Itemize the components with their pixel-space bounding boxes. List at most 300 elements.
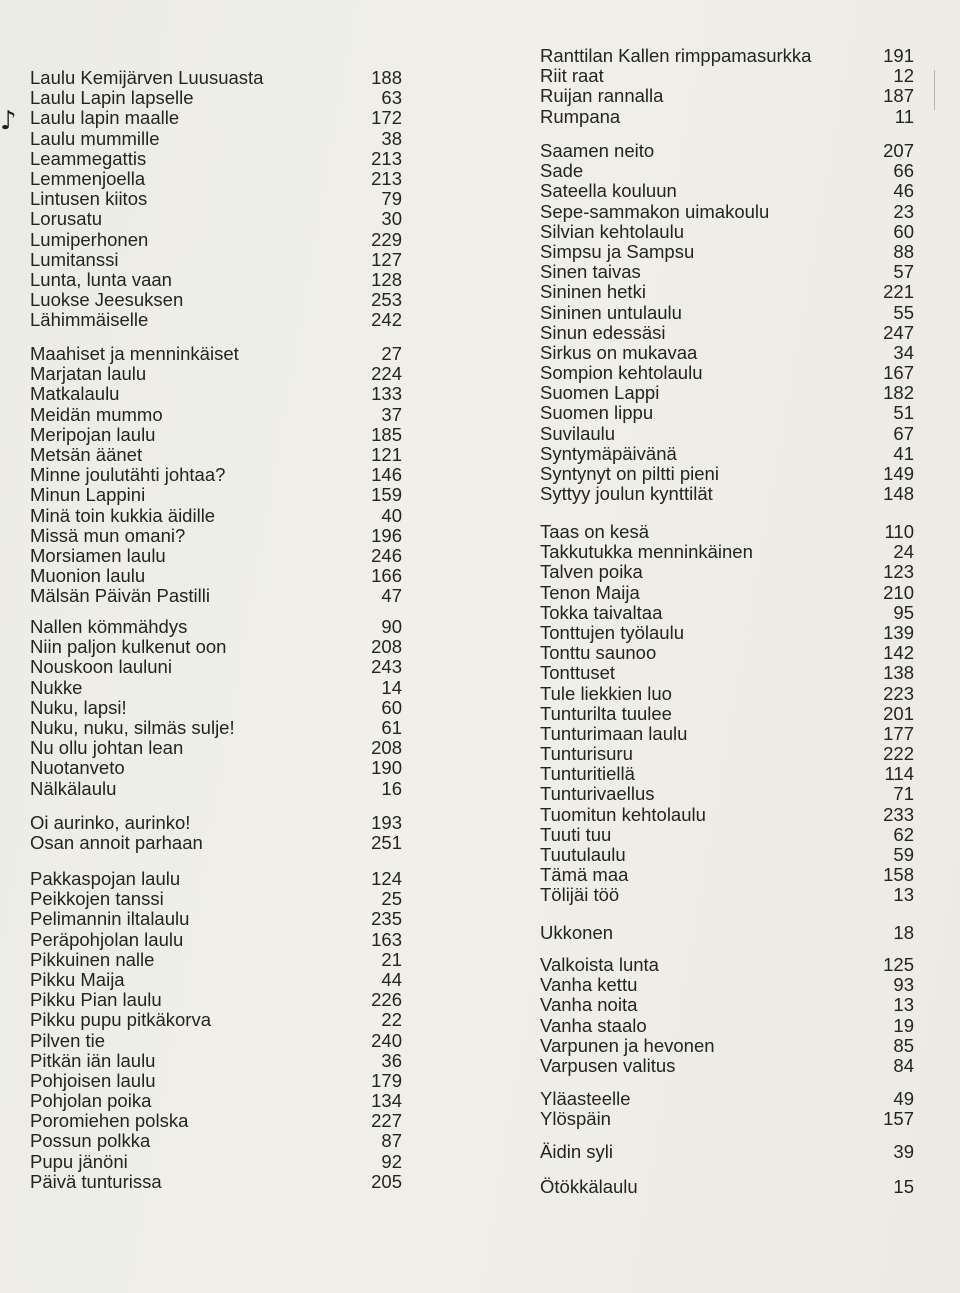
entry-title: Sirkus on mukavaa: [540, 341, 698, 363]
entry-title: Rumpana: [540, 105, 621, 127]
entry-title: Matkalaulu: [30, 383, 120, 405]
entry-title: Tunturimaan laulu: [540, 722, 688, 744]
entry-title: Nuku, nuku, silmäs sulje!: [30, 716, 235, 738]
entry-page-number: 71: [893, 783, 914, 805]
index-entry: [540, 684, 920, 704]
index-entry: [30, 1152, 410, 1172]
index-entry: [30, 637, 410, 657]
entry-title: Vanha kettu: [540, 974, 638, 996]
entry-page-number: 229: [371, 228, 402, 250]
entry-title: Nukke: [30, 676, 83, 698]
entry-page-number: 114: [884, 763, 914, 785]
index-entry: [540, 955, 920, 975]
index-entry: [540, 1036, 920, 1056]
index-entry: [30, 1010, 410, 1030]
entry-page-number: 242: [371, 309, 402, 331]
entry-page-number: 190: [371, 757, 402, 779]
entry-page-number: 14: [381, 676, 402, 698]
entry-title: Nuku, lapsi!: [30, 696, 127, 718]
index-group-right-1: [540, 141, 920, 504]
entry-page-number: 210: [883, 581, 914, 603]
entry-page-number: 66: [893, 160, 914, 182]
entry-page-number: 127: [371, 248, 402, 270]
index-group-left-2: [30, 617, 410, 799]
index-entry: [30, 445, 410, 465]
entry-title: Nouskoon lauluni: [30, 656, 172, 678]
entry-title: Pupu jänöni: [30, 1150, 128, 1172]
entry-title: Tämä maa: [540, 864, 629, 886]
index-entry: [540, 623, 920, 643]
entry-page-number: 213: [371, 147, 402, 169]
entry-page-number: 88: [893, 240, 914, 262]
entry-title: Silvian kehtolaulu: [540, 220, 684, 242]
index-entry: [30, 384, 410, 404]
index-entry: [30, 1111, 410, 1131]
index-entry: [30, 546, 410, 566]
entry-page-number: 46: [893, 180, 914, 202]
entry-title: Lunta, lunta vaan: [30, 268, 172, 290]
entry-title: Pitkän iän laulu: [30, 1049, 156, 1071]
index-entry: [540, 522, 920, 542]
index-entry: [540, 1177, 920, 1197]
index-group-right-6: [540, 1142, 920, 1162]
index-entry: [540, 1016, 920, 1036]
entry-title: Tenon Maija: [540, 581, 640, 603]
index-entry: [30, 506, 410, 526]
entry-page-number: 47: [381, 585, 402, 607]
entry-page-number: 179: [371, 1069, 402, 1091]
index-entry: [30, 526, 410, 546]
index-entry: [30, 1091, 410, 1111]
entry-title: Simpsu ja Sampsu: [540, 240, 695, 262]
entry-page-number: 208: [371, 636, 402, 658]
entry-title: Takkutukka menninkäinen: [540, 541, 753, 563]
entry-title: Sinun edessäsi: [540, 321, 666, 343]
entry-title: Tokka taivaltaa: [540, 601, 663, 623]
entry-page-number: 208: [371, 737, 402, 759]
index-entry: [540, 161, 920, 181]
index-entry: [540, 363, 920, 383]
entry-title: Peikkojen tanssi: [30, 888, 164, 910]
entry-page-number: 21: [381, 948, 402, 970]
entry-title: Päivä tunturissa: [30, 1170, 162, 1192]
entry-title: Meripojan laulu: [30, 423, 156, 445]
index-entry: [30, 869, 410, 889]
index-entry: [540, 383, 920, 403]
entry-title: Vanha staalo: [540, 1014, 647, 1036]
entry-page-number: 123: [883, 561, 914, 583]
entry-page-number: 13: [893, 884, 914, 906]
index-entry: [540, 805, 920, 825]
entry-title: Tunturisuru: [540, 743, 633, 765]
index-entry: [540, 923, 920, 943]
entry-page-number: 148: [883, 483, 914, 505]
entry-title: Laulu Kemijärven Luusuasta: [30, 67, 264, 88]
entry-page-number: 40: [381, 504, 402, 526]
entry-title: Syntymäpäivänä: [540, 442, 677, 464]
index-entry: [30, 779, 410, 799]
entry-page-number: 15: [893, 1176, 914, 1197]
entry-title: Pikku Pian laulu: [30, 989, 162, 1011]
entry-title: Minne joulutähti johtaa?: [30, 464, 226, 486]
index-group-left-1: [30, 344, 410, 606]
entry-page-number: 110: [884, 521, 914, 542]
index-entry: [30, 930, 410, 950]
entry-page-number: 227: [371, 1110, 402, 1132]
index-entry: [540, 323, 920, 343]
index-entry: [30, 566, 410, 586]
entry-page-number: 167: [883, 362, 914, 384]
index-entry: [540, 262, 920, 282]
index-entry: [540, 424, 920, 444]
entry-page-number: 163: [371, 928, 402, 950]
index-entry: [540, 202, 920, 222]
index-entry: [30, 813, 410, 833]
entry-title: Nälkälaulu: [30, 777, 117, 799]
index-entry: [30, 425, 410, 445]
index-entry: [540, 764, 920, 784]
index-entry: [30, 678, 410, 698]
entry-page-number: 240: [371, 1029, 402, 1051]
entry-page-number: 157: [883, 1108, 914, 1130]
entry-page-number: 224: [371, 363, 402, 385]
entry-page-number: 63: [381, 87, 402, 109]
entry-title: Tonttu saunoo: [540, 642, 657, 664]
entry-page-number: 247: [883, 321, 914, 343]
entry-page-number: 201: [883, 702, 914, 724]
index-entry: [30, 950, 410, 970]
index-entry: [540, 825, 920, 845]
index-group-right-2: [540, 522, 920, 906]
index-entry: [30, 909, 410, 929]
entry-page-number: 30: [381, 208, 402, 230]
index-entry: [540, 343, 920, 363]
entry-title: Syntynyt on piltti pieni: [540, 463, 719, 484]
entry-title: Missä mun omani?: [30, 524, 186, 546]
index-entry: [30, 129, 410, 149]
entry-page-number: 166: [371, 565, 402, 587]
index-entry: [30, 758, 410, 778]
index-entry: [30, 833, 410, 853]
entry-title: Sininen hetki: [540, 281, 646, 303]
entry-title: Pikkuinen nalle: [30, 948, 155, 970]
index-group-left-0: [30, 68, 410, 330]
index-entry: [540, 975, 920, 995]
entry-title: Tonttujen työlaulu: [540, 621, 684, 643]
entry-page-number: 182: [883, 382, 914, 404]
index-entry: [540, 995, 920, 1015]
entry-page-number: 11: [894, 105, 914, 127]
index-entry: [540, 181, 920, 201]
entry-page-number: 41: [893, 442, 914, 464]
entry-page-number: 27: [381, 343, 402, 364]
index-entry: [30, 364, 410, 384]
entry-title: Minun Lappini: [30, 484, 146, 506]
entry-page-number: 59: [893, 844, 914, 865]
index-entry: [540, 724, 920, 744]
index-entry: [30, 189, 410, 209]
entry-page-number: 213: [371, 167, 402, 189]
entry-page-number: 142: [883, 642, 914, 664]
index-entry: [30, 586, 410, 606]
entry-page-number: 93: [893, 974, 914, 996]
entry-title: Lintusen kiitos: [30, 188, 148, 210]
entry-title: Leammegattis: [30, 147, 147, 169]
index-entry: [540, 107, 920, 127]
index-entry: [30, 169, 410, 189]
entry-title: Meidän mummo: [30, 403, 163, 425]
entry-page-number: 34: [893, 341, 914, 363]
index-entry: [30, 698, 410, 718]
entry-title: Niin paljon kulkenut oon: [30, 636, 227, 658]
entry-title: Nallen kömmähdys: [30, 616, 188, 637]
index-entry: [540, 403, 920, 423]
entry-title: Lemmenjoella: [30, 167, 146, 189]
entry-title: Saamen neito: [540, 140, 655, 161]
index-entry: [30, 990, 410, 1010]
entry-title: Sade: [540, 160, 584, 182]
entry-page-number: 125: [883, 954, 914, 975]
entry-title: Nuotanveto: [30, 757, 125, 779]
entry-title: Ruijan rannalla: [540, 85, 664, 107]
entry-page-number: 44: [381, 968, 402, 990]
index-entry: [540, 46, 920, 66]
index-entry: [540, 141, 920, 161]
entry-page-number: 146: [371, 464, 402, 486]
entry-title: Suvilaulu: [540, 422, 616, 444]
entry-title: Sinen taivas: [540, 261, 641, 283]
entry-title: Syttyy joulun kynttilät: [540, 483, 713, 505]
entry-page-number: 12: [893, 65, 914, 87]
index-entry: [30, 718, 410, 738]
entry-title: Metsän äänet: [30, 443, 143, 465]
index-entry: [540, 1089, 920, 1109]
index-entry: [540, 66, 920, 86]
index-entry: [30, 209, 410, 229]
index-entry: [30, 738, 410, 758]
index-entry: [540, 583, 920, 603]
entry-page-number: 57: [893, 261, 914, 283]
entry-title: Varpunen ja hevonen: [540, 1034, 715, 1056]
entry-title: Vanha noita: [540, 994, 638, 1016]
entry-title: Tonttuset: [540, 662, 616, 684]
entry-title: Valkoista lunta: [540, 954, 659, 975]
entry-title: Riit raat: [540, 65, 604, 87]
entry-title: Peräpohjolan laulu: [30, 928, 184, 950]
index-entry: [540, 444, 920, 464]
entry-page-number: 159: [371, 484, 402, 506]
entry-title: Possun polkka: [30, 1130, 151, 1152]
entry-page-number: 158: [883, 864, 914, 886]
entry-page-number: 55: [893, 301, 914, 323]
entry-page-number: 133: [371, 383, 402, 405]
entry-page-number: 23: [893, 200, 914, 222]
entry-title: Muonion laulu: [30, 565, 146, 587]
entry-page-number: 253: [371, 289, 402, 311]
index-entry: [30, 657, 410, 677]
entry-title: Tunturilta tuulee: [540, 702, 672, 724]
entry-title: Taas on kesä: [540, 521, 650, 542]
entry-page-number: 25: [381, 888, 402, 910]
index-entry: [30, 1172, 410, 1192]
entry-title: Laulu mummille: [30, 127, 160, 149]
entry-page-number: 191: [883, 45, 914, 66]
entry-page-number: 60: [893, 220, 914, 242]
index-entry: [30, 270, 410, 290]
index-entry: [540, 704, 920, 724]
entry-title: Osan annoit parhaan: [30, 832, 203, 854]
entry-title: Äidin syli: [540, 1141, 613, 1162]
entry-title: Sininen untulaulu: [540, 301, 682, 323]
entry-page-number: 177: [883, 722, 914, 744]
index-entry: [540, 464, 920, 484]
entry-page-number: 121: [371, 443, 402, 465]
entry-title: Tuuti tuu: [540, 823, 612, 845]
entry-title: Marjatan laulu: [30, 363, 147, 385]
entry-page-number: 172: [371, 107, 402, 129]
entry-title: Tule liekkien luo: [540, 682, 672, 704]
entry-title: Sepe-sammakon uimakoulu: [540, 200, 770, 222]
entry-page-number: 139: [883, 621, 914, 643]
entry-title: Tuomitun kehtolaulu: [540, 803, 706, 825]
entry-page-number: 207: [883, 140, 914, 161]
entry-page-number: 79: [381, 188, 402, 210]
entry-title: Poromiehen polska: [30, 1110, 189, 1132]
entry-page-number: 251: [371, 832, 402, 854]
index-entry: [30, 88, 410, 108]
entry-title: Talven poika: [540, 561, 643, 583]
index-group-right-4: [540, 955, 920, 1076]
entry-page-number: 61: [381, 716, 402, 738]
index-group-left-4: [30, 869, 410, 1192]
index-group-right-7: [540, 1177, 920, 1197]
index-group-right-5: [540, 1089, 920, 1129]
entry-title: Pelimannin iltalaulu: [30, 908, 190, 930]
entry-title: Lumitanssi: [30, 248, 119, 270]
entry-page-number: 67: [893, 422, 914, 444]
index-entry: [540, 784, 920, 804]
entry-title: Yläasteelle: [540, 1088, 631, 1109]
index-entry: [30, 1131, 410, 1151]
index-group-left-3: [30, 813, 410, 853]
index-entry: [30, 405, 410, 425]
entry-page-number: 196: [371, 524, 402, 546]
entry-title: Oi aurinko, aurinko!: [30, 812, 191, 833]
entry-page-number: 128: [371, 268, 402, 290]
entry-page-number: 36: [381, 1049, 402, 1071]
index-entry: [30, 290, 410, 310]
entry-title: Minä toin kukkia äidille: [30, 504, 216, 526]
entry-page-number: 19: [893, 1014, 914, 1036]
entry-page-number: 222: [883, 743, 914, 765]
entry-title: Pakkaspojan laulu: [30, 868, 181, 889]
entry-title: Morsiamen laulu: [30, 544, 166, 566]
entry-page-number: 134: [371, 1090, 402, 1112]
index-entry: [30, 344, 410, 364]
entry-page-number: 38: [381, 127, 402, 149]
entry-title: Pikku Maija: [30, 968, 125, 990]
entry-page-number: 13: [893, 994, 914, 1016]
entry-page-number: 188: [371, 67, 402, 88]
entry-page-number: 60: [381, 696, 402, 718]
index-entry: [30, 68, 410, 88]
index-entry: [30, 617, 410, 637]
entry-page-number: 37: [381, 403, 402, 425]
index-entry: [540, 222, 920, 242]
entry-page-number: 124: [371, 868, 402, 889]
index-group-right-3: [540, 923, 920, 943]
entry-page-number: 16: [381, 777, 402, 799]
entry-page-number: 85: [893, 1034, 914, 1056]
index-entry: [540, 1142, 920, 1162]
index-entry: [30, 1071, 410, 1091]
entry-title: Pikku pupu pitkäkorva: [30, 1009, 211, 1031]
entry-title: Ranttilan Kallen rimppamasurkka: [540, 45, 812, 66]
entry-title: Sompion kehtolaulu: [540, 362, 703, 384]
entry-page-number: 84: [893, 1054, 914, 1076]
index-entry: [30, 485, 410, 505]
entry-page-number: 235: [371, 908, 402, 930]
index-entry: [540, 845, 920, 865]
page-edge-shadow: [934, 70, 938, 110]
entry-page-number: 87: [381, 1130, 402, 1152]
entry-page-number: 24: [893, 541, 914, 563]
index-entry: [540, 242, 920, 262]
index-entry: [30, 230, 410, 250]
index-entry: [30, 465, 410, 485]
entry-page-number: 90: [381, 616, 402, 637]
index-entry: [30, 970, 410, 990]
entry-page-number: 226: [371, 989, 402, 1011]
entry-page-number: 51: [893, 402, 914, 424]
entry-title: Ötökkälaulu: [540, 1176, 638, 1197]
index-entry: [540, 484, 920, 504]
entry-title: Lorusatu: [30, 208, 102, 230]
entry-title: Sateella kouluun: [540, 180, 677, 202]
index-entry: [540, 744, 920, 764]
index-entry: [540, 885, 920, 905]
entry-page-number: 22: [381, 1009, 402, 1031]
entry-title: Pohjoisen laulu: [30, 1069, 156, 1091]
index-entry: [30, 889, 410, 909]
entry-page-number: 246: [371, 544, 402, 566]
index-entry: [540, 562, 920, 582]
entry-title: Laulu Lapin lapselle: [30, 87, 194, 109]
entry-page-number: 62: [893, 823, 914, 845]
index-entry: [30, 1051, 410, 1071]
index-entry: [30, 1031, 410, 1051]
entry-page-number: 149: [883, 463, 914, 484]
index-entry: [30, 310, 410, 330]
entry-title: Suomen lippu: [540, 402, 654, 424]
index-entry: [30, 108, 410, 128]
index-entry: [30, 250, 410, 270]
entry-title: Tuutulaulu: [540, 844, 626, 865]
entry-page-number: 193: [371, 812, 402, 833]
entry-title: Suomen Lappi: [540, 382, 660, 404]
entry-page-number: 233: [883, 803, 914, 825]
entry-page-number: 138: [883, 662, 914, 684]
entry-page-number: 243: [371, 656, 402, 678]
entry-page-number: 205: [371, 1170, 402, 1192]
index-entry: [30, 149, 410, 169]
index-entry: [540, 542, 920, 562]
binding-edge-mark: ♪: [0, 106, 17, 136]
index-entry: [540, 303, 920, 323]
entry-title: Ukkonen: [540, 922, 614, 943]
index-entry: [540, 663, 920, 683]
entry-page-number: 49: [893, 1088, 914, 1109]
